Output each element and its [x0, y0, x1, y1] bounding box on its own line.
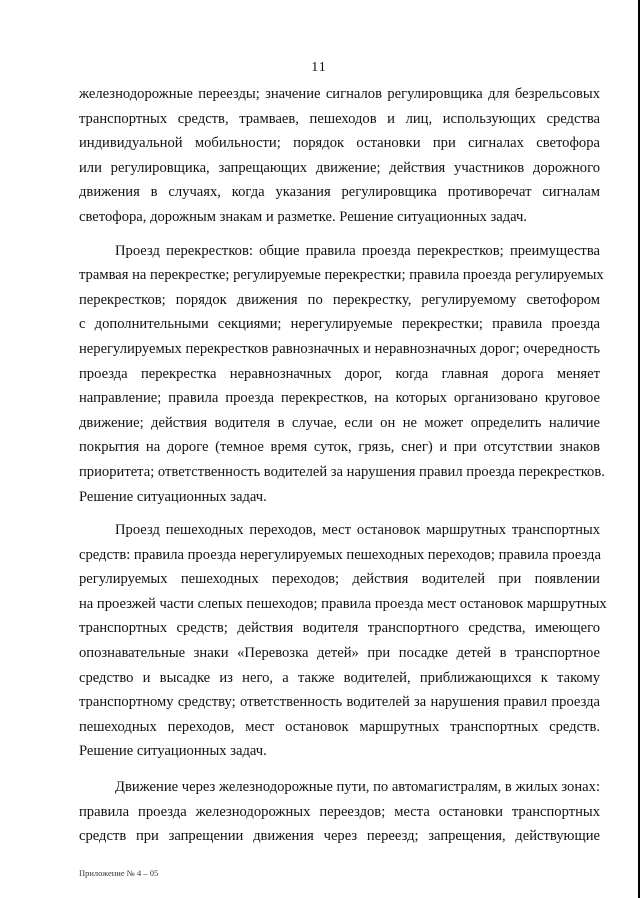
- text-line: средств при запрещении движения через переезд; запрещения, действующие: [79, 828, 600, 845]
- body-text: [79, 82, 607, 849]
- paragraph-4: [79, 775, 600, 849]
- text-line: Движение через железнодорожные пути, по автомагистралям, в жилых зонах:: [115, 779, 600, 796]
- text-line: Проезд пешеходных переходов, мест остановок маршрутных транспортных: [115, 522, 600, 539]
- text-line: пешеходных переходов, мест остановок маршрутных транспортных средств.: [79, 718, 600, 735]
- text-line: опознавательные знаки «Перевозка детей» при посадке детей в транспортное: [79, 645, 600, 662]
- text-line: транспортному средству; ответственность водителей за нарушения правил проезда: [79, 694, 600, 711]
- text-line: Решение ситуационных задач.: [79, 743, 267, 760]
- text-line: приоритета; ответственность водителей за нарушения правил проезда перекрестков.: [79, 463, 605, 480]
- text-line: светофора, дорожным знакам и разметке. Решение ситуационных задач.: [79, 208, 528, 225]
- text-line: направление; правила проезда перекрестков, на которых организовано круговое: [79, 390, 600, 407]
- text-line: перекрестков; порядок движения по перекрестку, регулируемому светофором: [79, 291, 600, 308]
- text-line: средство и высадке из него, а также водителей, приближающихся к такому: [79, 669, 600, 686]
- footer-note: Приложение № 4 – 05: [79, 868, 159, 878]
- text-line: индивидуальной мобильности; порядок остановки при сигналах светофора: [79, 135, 600, 152]
- text-line: трамвая на перекрестке; регулируемые перекрестки; правила проезда регулируемых: [79, 267, 604, 284]
- text-line: или регулировщика, запрещающих движение; действия участников дорожного: [79, 159, 600, 176]
- paragraph-1: [79, 82, 600, 230]
- paragraph-3: [79, 518, 607, 764]
- text-line: транспортных средств; действия водителя транспортного средства, имеющего: [79, 620, 600, 637]
- paragraph-2: [79, 239, 605, 510]
- text-line: с дополнительными секциями; нерегулируемые перекрестки; правила проезда: [79, 316, 600, 333]
- page-number: 11: [311, 60, 327, 75]
- text-line: правила проезда железнодорожных переездов; места остановки транспортных: [79, 803, 600, 820]
- text-line: Решение ситуационных задач.: [79, 488, 267, 505]
- text-line: регулируемых пешеходных переходов; действия водителей при появлении: [79, 571, 600, 588]
- text-line: проезда перекрестка неравнозначных дорог, когда главная дорога меняет: [79, 365, 600, 382]
- text-line: движение; действия водителя в случае, если он не может определить наличие: [79, 414, 600, 431]
- text-line: железнодорожные переезды; значение сигналов регулировщика для безрельсовых: [79, 86, 600, 102]
- text-line: покрытия на дороге (темное время суток, грязь, снег) и при отсутствии знаков: [79, 439, 600, 456]
- text-line: на проезжей части слепых пешеходов; правила проезда мест остановок маршрутных: [79, 595, 607, 612]
- text-line: движения в случаях, когда указания регулировщика противоречат сигналам: [79, 184, 600, 201]
- text-line: транспортных средств, трамваев, пешеходов и лиц, использующих средства: [79, 110, 600, 127]
- text-line: средств: правила проезда нерегулируемых пешеходных переходов; правила проезда: [79, 546, 601, 563]
- text-line: Проезд перекрестков: общие правила проезда перекрестков; преимущества: [115, 242, 600, 259]
- text-line: нерегулируемых перекрестков равнозначных и неравнозначных дорог; очередность: [79, 340, 600, 357]
